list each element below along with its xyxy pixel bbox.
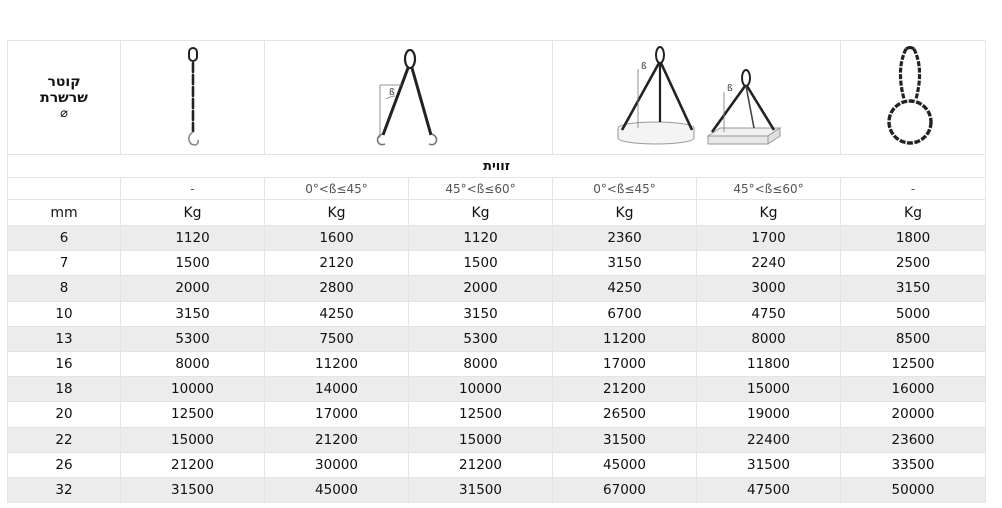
capacity-cell: 3150 <box>553 251 697 276</box>
table-row <box>8 377 986 402</box>
diameter-label-line1: קוטר <box>47 73 81 90</box>
diameter-cell: 32 <box>8 477 121 502</box>
capacity-cell: 45000 <box>265 477 409 502</box>
capacity-cell: 3150 <box>121 301 265 326</box>
capacity-cell: 5000 <box>841 301 986 326</box>
capacity-cell: 4250 <box>553 276 697 301</box>
capacity-cell: 2120 <box>265 251 409 276</box>
angle-title: זווית <box>8 155 986 178</box>
beta-label-a: ß <box>640 61 647 72</box>
capacity-cell: 31500 <box>553 427 697 452</box>
capacity-cell: 31500 <box>121 477 265 502</box>
capacity-cell: 30000 <box>265 452 409 477</box>
capacity-cell: 23600 <box>841 427 986 452</box>
capacity-cell: 21200 <box>265 427 409 452</box>
capacity-cell: 1800 <box>841 226 986 251</box>
capacity-cell: 3000 <box>697 276 841 301</box>
capacity-cell: 5300 <box>409 326 553 351</box>
capacity-cell: 4750 <box>697 301 841 326</box>
capacity-cell: 6700 <box>553 301 697 326</box>
capacity-cell: 8000 <box>697 326 841 351</box>
table-row <box>8 226 986 251</box>
capacity-cell: 2800 <box>265 276 409 301</box>
capacity-cell: 21200 <box>121 452 265 477</box>
diameter-symbol: ⌀ <box>60 105 68 121</box>
capacity-cell: 3150 <box>841 276 986 301</box>
table-row <box>8 427 986 452</box>
capacity-cell: 11200 <box>265 351 409 376</box>
angle-row <box>8 178 986 200</box>
capacity-cell: 14000 <box>265 377 409 402</box>
capacity-cell: 1700 <box>697 226 841 251</box>
capacity-cell: 16000 <box>841 377 986 402</box>
endless-sling-illustration <box>883 44 943 152</box>
unit-cell: Kg <box>841 200 986 226</box>
diameter-cell: 13 <box>8 326 121 351</box>
load-data-body <box>8 226 986 503</box>
capacity-cell: 2500 <box>841 251 986 276</box>
diameter-cell: 10 <box>8 301 121 326</box>
diameter-cell: 16 <box>8 351 121 376</box>
capacity-cell: 1120 <box>409 226 553 251</box>
capacity-cell: 3150 <box>409 301 553 326</box>
four-leg-sling-cell <box>553 41 841 155</box>
capacity-cell: 17000 <box>265 402 409 427</box>
capacity-cell: 11200 <box>553 326 697 351</box>
table-row <box>8 251 986 276</box>
unit-cell: Kg <box>121 200 265 226</box>
table-row <box>8 452 986 477</box>
four-leg-sling-illustration <box>612 44 782 152</box>
table-row <box>8 402 986 427</box>
table-row <box>8 276 986 301</box>
capacity-cell: 7500 <box>265 326 409 351</box>
table-row <box>8 351 986 376</box>
capacity-cell: 12500 <box>841 351 986 376</box>
capacity-cell: 5300 <box>121 326 265 351</box>
capacity-cell: 2240 <box>697 251 841 276</box>
angle-title-row <box>8 155 986 178</box>
capacity-cell: 8000 <box>409 351 553 376</box>
diameter-cell: 26 <box>8 452 121 477</box>
single-leg-sling-cell <box>121 41 265 155</box>
capacity-cell: 1500 <box>409 251 553 276</box>
single-leg-sling-illustration <box>173 45 213 150</box>
capacity-cell: 50000 <box>841 477 986 502</box>
capacity-cell: 19000 <box>697 402 841 427</box>
capacity-cell: 17000 <box>553 351 697 376</box>
capacity-cell: 10000 <box>121 377 265 402</box>
angle-cell: 0°<ß≤45° <box>265 178 409 200</box>
two-leg-sling-cell <box>265 41 553 155</box>
diameter-cell: 6 <box>8 226 121 251</box>
unit-cell: Kg <box>697 200 841 226</box>
unit-cell: Kg <box>553 200 697 226</box>
capacity-cell: 2360 <box>553 226 697 251</box>
diameter-cell: 20 <box>8 402 121 427</box>
capacity-cell: 1120 <box>121 226 265 251</box>
angle-cell-empty <box>8 178 121 200</box>
capacity-cell: 8000 <box>121 351 265 376</box>
diameter-cell: 22 <box>8 427 121 452</box>
table-row <box>8 301 986 326</box>
angle-cell: 45°<ß≤60° <box>409 178 553 200</box>
capacity-cell: 22400 <box>697 427 841 452</box>
capacity-cell: 31500 <box>409 477 553 502</box>
capacity-cell: 45000 <box>553 452 697 477</box>
angle-cell: - <box>841 178 986 200</box>
capacity-cell: 15000 <box>121 427 265 452</box>
diameter-cell: 7 <box>8 251 121 276</box>
capacity-cell: 11800 <box>697 351 841 376</box>
chain-diameter-header <box>8 41 121 155</box>
capacity-cell: 33500 <box>841 452 986 477</box>
capacity-cell: 21200 <box>409 452 553 477</box>
unit-row <box>8 200 986 226</box>
capacity-cell: 10000 <box>409 377 553 402</box>
angle-cell: 0°<ß≤45° <box>553 178 697 200</box>
capacity-cell: 31500 <box>697 452 841 477</box>
diameter-cell: 8 <box>8 276 121 301</box>
unit-cell: mm <box>8 200 121 226</box>
capacity-cell: 1500 <box>121 251 265 276</box>
angle-cell: 45°<ß≤60° <box>697 178 841 200</box>
capacity-cell: 15000 <box>409 427 553 452</box>
capacity-cell: 12500 <box>409 402 553 427</box>
beta-label-b: ß <box>726 83 733 94</box>
table-row <box>8 477 986 502</box>
diameter-label-line2: שרשרת <box>40 89 88 106</box>
capacity-cell: 47500 <box>697 477 841 502</box>
capacity-cell: 2000 <box>409 276 553 301</box>
capacity-cell: 20000 <box>841 402 986 427</box>
two-leg-sling-illustration <box>369 45 449 150</box>
capacity-cell: 67000 <box>553 477 697 502</box>
illustration-row <box>8 41 986 155</box>
capacity-cell: 15000 <box>697 377 841 402</box>
load-capacity-table <box>7 40 986 503</box>
beta-label: ß <box>388 88 395 98</box>
unit-cell: Kg <box>265 200 409 226</box>
capacity-cell: 21200 <box>553 377 697 402</box>
capacity-cell: 1600 <box>265 226 409 251</box>
table-row <box>8 326 986 351</box>
capacity-cell: 26500 <box>553 402 697 427</box>
capacity-cell: 4250 <box>265 301 409 326</box>
capacity-cell: 12500 <box>121 402 265 427</box>
diameter-cell: 18 <box>8 377 121 402</box>
angle-cell: - <box>121 178 265 200</box>
capacity-cell: 8500 <box>841 326 986 351</box>
unit-cell: Kg <box>409 200 553 226</box>
capacity-cell: 2000 <box>121 276 265 301</box>
endless-sling-cell <box>841 41 986 155</box>
